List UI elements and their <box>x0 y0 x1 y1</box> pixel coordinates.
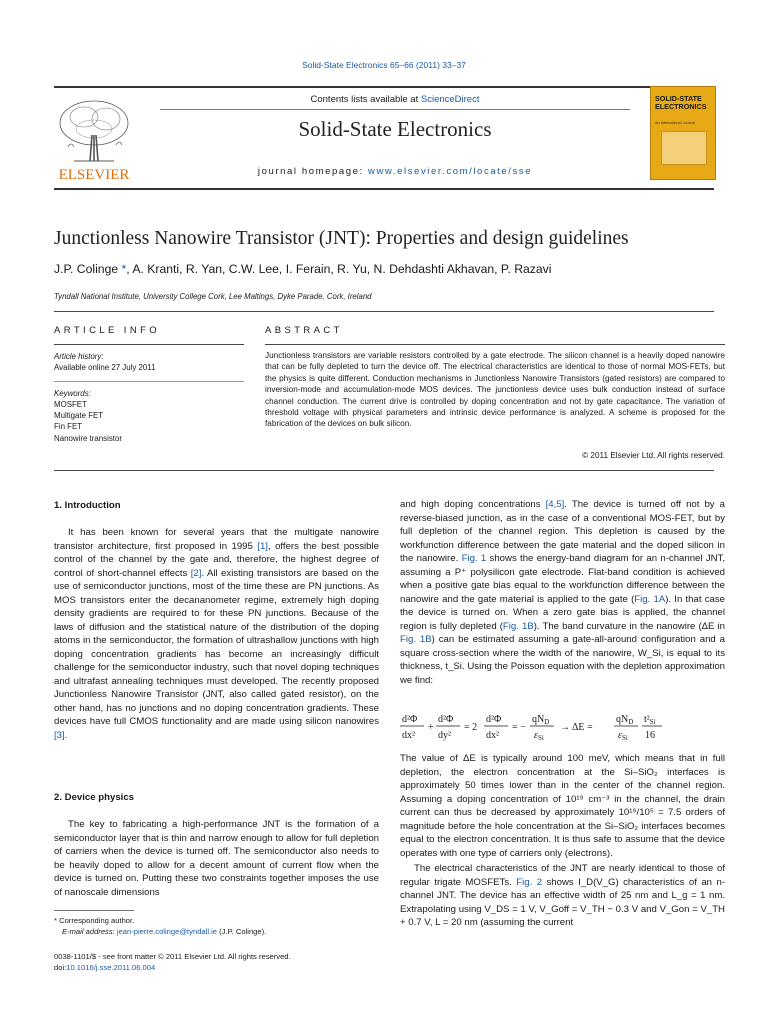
right-column-paragraph-1 <box>400 498 725 687</box>
article-title: Junctionless Nanowire Transistor (JNT): Properties and design guidelines <box>54 228 629 249</box>
poisson-equation <box>400 710 725 746</box>
figure-link[interactable]: Fig. 2 <box>516 876 543 888</box>
section-heading-device-physics: 2. Device physics <box>54 792 134 803</box>
svg-text:t²Si: $t^2_{Si}$ <box>644 714 656 726</box>
keywords-rule <box>54 381 244 382</box>
abstract-bottom-rule <box>54 470 714 471</box>
footnote-email-line <box>54 926 384 937</box>
abstract-text: Junctionless transistors are variable resistors controlled by a gate electrode. The silicon channel is a heavily doped nanowire that can be fully depleted to turn the device off. The electrical characteristics are identical to those of normal MOS-FETs, but the physics is quite different. Conduction mechanisms in Junctionless Nanowire Transistors (gated resistors) are compared to inversion-mode and accumulation-mode MOS devices. The junctionless device uses bulk conduction instead of surface channel conduction. The current drive is controlled by doping concentration and not by gate capacitance. The variation of threshold voltage with physical parameters and intrinsic device performance is analyzed. A scheme is proposed for the fabrication of the devices on bulk silicon. <box>265 351 725 429</box>
body-text: The value of ΔE is typically around 100 meV, which means that in full depletion, the electron concentration at the Si–SiO₂ interfaces is approximately 50 times lower than in the center of the channel region. Assuming a doping concentration of 10¹⁹ cm⁻³ in the channel, the drain current can thus be decreased by approximately 10¹⁹/10⁵ = 7.5 orders of magnitude before the hole concentration at the Si–SiO₂ interfaces becomes equal to the electron concentration. It is thus safe to assume that the device operates with one type of carriers only (electrons). <box>400 753 725 859</box>
journal-cover-image <box>650 86 716 180</box>
figure-link[interactable]: Fig. 1B <box>400 634 432 645</box>
front-matter <box>54 951 291 973</box>
svg-text:16: 16 <box>645 730 655 741</box>
email-link[interactable]: jean-pierre.colinge@tyndall.ie <box>116 927 218 936</box>
svg-text:+: + <box>428 722 434 733</box>
abstract-copyright: © 2011 Elsevier Ltd. All rights reserved. <box>582 451 725 460</box>
body-text: shows the energy-band diagram for an n-channel JNT, assuming a P⁺ polysilicon gate electrode. Flat-band condition is achieved when a positive gate bias equal to the workfunction difference between the nanowire and the gate material is applied to the gate ( <box>400 553 726 605</box>
keyword: Fin FET <box>54 422 83 432</box>
reference-link[interactable]: [3] <box>54 729 65 741</box>
journal-title: Solid-State Electronics <box>298 117 492 141</box>
right-column-paragraph-3 <box>400 862 725 930</box>
article-history-label: Article history: <box>54 352 104 361</box>
issn-line: 0038-1101/$ - see front matter © 2011 Elsevier Ltd. All rights reserved. <box>54 952 291 961</box>
body-text: ). In that case the device is turned on. When a zero gate bias is applied, the channel region is fully depleted ( <box>400 593 725 632</box>
header-bottom-rule <box>54 188 714 190</box>
cover-illustration <box>661 131 707 165</box>
body-text: shows I_D(V_G) characteristics of an n-channel JNT. The device has an effective width of 25 nm and L_g = 1 nm. Extrapolating using V_DS = 1 V, V_Goff = V_TH − 0.3 V and V_Gon = V_TH + 0.7 V, L = 20 nm (assuming the current <box>400 876 725 928</box>
reference-link[interactable]: [1] <box>257 540 268 552</box>
article-history-date: Available online 27 July 2011 <box>54 363 156 372</box>
abstract-heading: ABSTRACT <box>265 325 343 336</box>
doi-line <box>54 962 291 973</box>
figure-link[interactable]: Fig. 1 <box>461 553 487 564</box>
svg-text:dx²: dx² <box>402 730 415 741</box>
article-info-rule <box>54 344 244 345</box>
svg-text:= 2: = 2 <box>464 722 478 733</box>
affiliation: Tyndall National Institute, University College Cork, Lee Maltings, Dyke Parade, Cork, Ireland <box>54 292 372 301</box>
device-physics-body <box>54 818 379 899</box>
first-author: J.P. Colinge <box>54 262 119 276</box>
doi-link[interactable]: 10.1016/j.sse.2011.06.004 <box>66 963 156 972</box>
reference-link[interactable]: [2] <box>190 567 202 579</box>
keyword: Multigate FET <box>54 411 104 421</box>
footnote-rule <box>54 910 134 911</box>
elsevier-wordmark: ELSEVIER <box>58 167 130 183</box>
keywords-label: Keywords: <box>54 389 91 398</box>
svg-text:dx²: dx² <box>486 730 499 741</box>
abstract-rule <box>265 344 725 345</box>
journal-citation[interactable]: Solid-State Electronics 65–66 (2011) 33–37 <box>302 60 466 70</box>
svg-text:d²Φ: d²Φ <box>486 714 502 725</box>
footnote-line <box>54 915 384 926</box>
svg-text:d²Φ: d²Φ <box>438 714 454 725</box>
svg-text:= −: = − <box>512 722 526 733</box>
body-text: ) can be estimated assuming a gate-all-around configuration and a square cross-section where the width of the nanowire, W_Si, is equal to its thickness, t_Si. Using the Poisson equation with the depletion approximation we find: <box>400 634 725 686</box>
corresponding-author-mark[interactable]: * <box>121 262 127 276</box>
email-suffix: (J.P. Colinge). <box>217 927 267 936</box>
intro-text: , offers the best possible control of the channel by the gate and, therefore, the highest degree of control of short-channel effects <box>54 540 379 579</box>
svg-text:qND: $qN_D$ <box>532 714 550 726</box>
cover-subtitle: An International Journal <box>655 121 696 125</box>
footnote-mark: * <box>54 916 57 925</box>
svg-text:εSi: $\varepsilon_{Si}$ <box>534 730 544 742</box>
intro-text: It has been known for several years that the multigate nanowire transistor architecture, first proposed in 1995 <box>54 527 379 552</box>
corresponding-author-footnote <box>54 915 384 937</box>
introduction-body <box>54 526 379 742</box>
article-info-heading: ARTICLE INFO <box>54 325 161 336</box>
keyword: MOSFET <box>54 400 87 409</box>
intro-text: . <box>64 729 68 741</box>
sciencedirect-link[interactable]: ScienceDirect <box>420 94 480 105</box>
email-label: E-mail address: <box>62 927 117 936</box>
body-text: . The device is turned off not by a reverse-biased junction, as in the case of a conventional MOS-FET, but by full depletion of the channel region. This depletion is caused by the workfunction difference between the gate material and the doped silicon in the nanowire. <box>400 499 726 564</box>
keyword: Nanowire transistor <box>54 433 122 443</box>
device-physics-paragraph: The key to fabricating a high-performance JNT is the formation of a semiconductor layer that is thin and narrow enough to allow for full depletion of carriers when the device is turned off. The semiconductor also needs to be heavily doped to allow for a decent amount of current flow when the device is turned on. Putting these two constraints together imposes the use of nanoscale dimensions <box>54 819 379 898</box>
cover-title: SOLID-STATE ELECTRONICS <box>655 94 707 111</box>
title-divider <box>54 311 714 312</box>
reference-link[interactable]: [4,5] <box>545 499 565 510</box>
figure-link[interactable]: Fig. 1A <box>634 593 666 605</box>
svg-text:qND: $qN_D$ <box>616 714 634 726</box>
contents-available-line <box>160 94 630 105</box>
elsevier-logo <box>54 95 134 183</box>
equation-render <box>400 710 725 746</box>
body-text: ). The band curvature in the nanowire (ΔE in <box>533 620 725 632</box>
svg-text:→ ΔE =: → ΔE = <box>560 722 593 733</box>
journal-homepage-line <box>160 166 630 177</box>
section-heading-introduction: 1. Introduction <box>54 500 121 511</box>
svg-text:εSi: $\varepsilon_{Si}$ <box>618 730 628 742</box>
elsevier-tree-icon <box>54 95 134 183</box>
author-list <box>54 262 551 276</box>
doi-prefix: doi: <box>54 963 67 972</box>
right-column-paragraph-2 <box>400 752 725 860</box>
contents-divider <box>160 109 630 110</box>
footnote-corresponding: Corresponding author. <box>59 916 135 925</box>
keywords-list <box>54 399 122 444</box>
svg-text:d²Φ: d²Φ <box>402 714 418 725</box>
svg-text:dy²: dy² <box>438 730 451 741</box>
figure-link[interactable]: Fig. 1B <box>502 620 534 632</box>
body-text: and high doping concentrations <box>400 499 546 510</box>
intro-text: . All existing transistors are based on the use of semiconductor junctions, most of the time these are PN junctions. As MOS transistors enter the decananometer regime, extremely high doping density gradients are required to for these PN junctions. Because of the laws of diffusion and the statistical nature of the distribution of the doping atoms in the semiconductor, the formation of ultrashallow junctions with high doping concentration gradients has become an increasingly difficult challenge for the semiconductor industry, such that novel doping techniques and ultrafast annealing techniques must developed. The recently proposed Junctionless Nanowire Transistor (JNT, also called gated resistor), on the other hand, has no junctions and no doping concentration gradients. These devices have full CMOS functionality and are made using silicon nanowires <box>54 567 379 727</box>
homepage-prefix: journal homepage: <box>257 166 369 177</box>
other-authors: , A. Kranti, R. Yan, C.W. Lee, I. Ferain, R. Yu, N. Dehdashti Akhavan, P. Razavi <box>126 262 552 276</box>
header-top-rule <box>54 86 714 88</box>
body-text: The electrical characteristics of the JNT are nearly identical to those of regular trigate MOSFETs. <box>400 863 725 888</box>
contents-prefix: Contents lists available at <box>310 94 421 105</box>
homepage-link[interactable]: www.elsevier.com/locate/sse <box>368 166 533 177</box>
